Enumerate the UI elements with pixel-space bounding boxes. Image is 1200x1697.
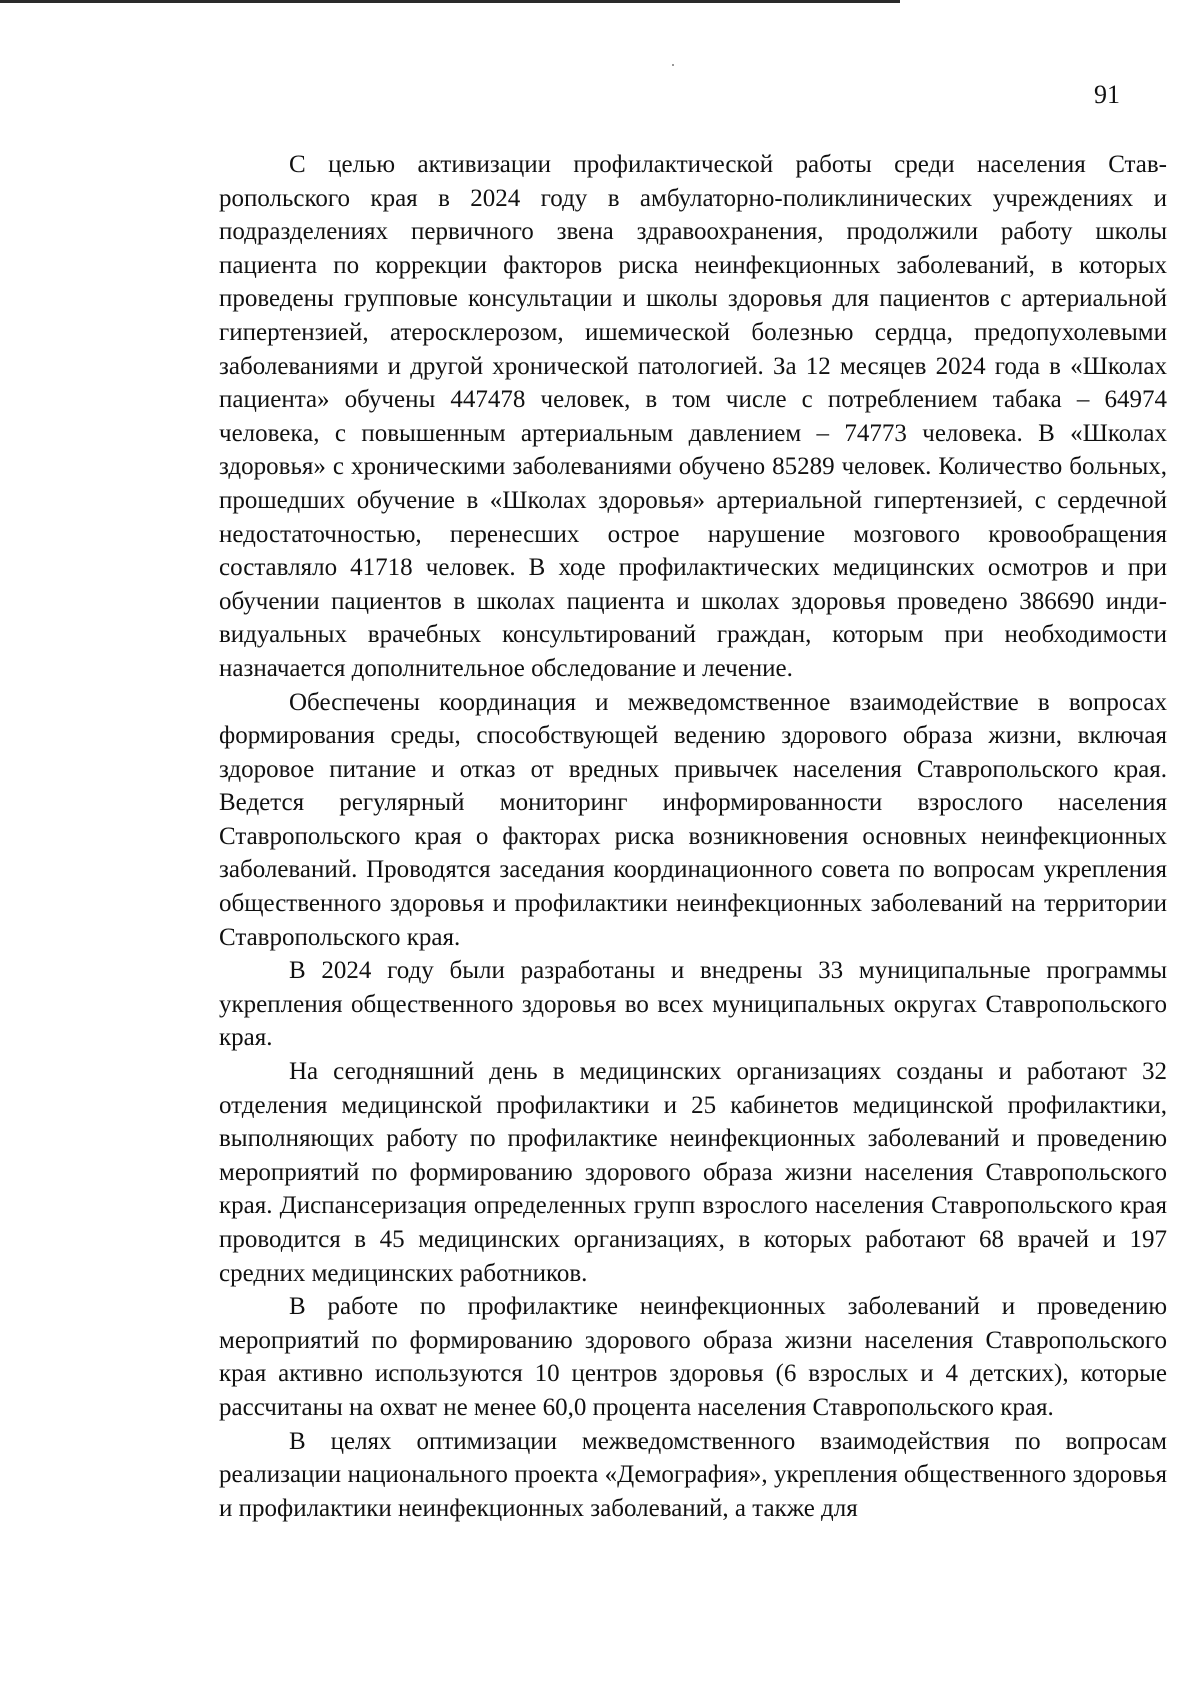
paragraph-demography-project: В целях оптимизации межведомственного взаимодействия по вопросам реализации национального проекта «Демография», укрепления общественного здоровья и профилактики неинфекционных заболеваний, а также для	[219, 1427, 1167, 1522]
document-body	[219, 148, 1167, 1525]
top-border-line	[0, 0, 900, 3]
scan-artifact-dot	[672, 64, 674, 66]
paragraph-health-centers: В работе по профилактике неинфекционных заболеваний и проведению мероприятий по формированию здорового образа жизни населения Ставропольского края активно используются 10 центров здоровья (6 взрослых и 4 детских), которые рассчитаны на охват не менее 60,0 процента населения Ставропольского края.	[219, 1293, 1167, 1421]
paragraph-municipal-programs: В 2024 году были разработаны и внедрены 33 муниципальные программы укрепления общественного здоровья во всех муниципальных округах Ставропольского края.	[219, 957, 1167, 1052]
page-number: 91	[1094, 80, 1120, 109]
paragraph-prevention-schools: С целью активизации профилактической работы среди населения Ставропольского края в 2024 году в амбулаторно-поликлинических учреждениях и подразделениях первичного звена здравоохранения, продолжили работу школы пациента по коррекции факторов риска неинфекционных заболеваний, в которых проведены групповые консультации и школы здоровья для пациентов с артериальной гипертензией, атеросклерозом, ишемической болезнью сердца, предопухолевыми заболеваниями и другой хронической патологией. За 12 месяцев 2024 года в «Школах пациента» обучены 447478 человек, в том числе с потреблением табака – 64974 человека, с повышенным артериальным давлением – 74773 человека. В «Школах здоровья» с хроническими заболеваниями обучено 85289 человек. Количество больных, прошедших обучение в «Школах здоровья» артериальной гипертензией, с сердечной недостаточностью, перенесших острое нарушение мозгового кровообращения составляло 41718 человек. В ходе профилактических медицинских осмотров и при обучении пациентов в школах пациента и школах здоровья проведено 386690 индивидуальных врачебных консультирований граждан, которым при необходимости назначается дополнительное обследование и лечение.	[219, 151, 1167, 682]
paragraph-interagency-coordination: Обеспечены координация и межведомственное взаимодействие в вопросах формирования среды, способствующей ведению здорового образа жизни, включая здоровое питание и отказ от вредных привычек населения Ставропольского края. Ведется регулярный мониторинг информированности взрослого населения Ставропольского края о факторах риска возникновения основных неинфекционных заболеваний. Проводятся заседания координационного совета по вопросам укрепления общественного здоровья и профилактики неинфекционных заболеваний на территории Ставропольского края.	[219, 688, 1167, 951]
paragraph-prevention-departments: На сегодняшний день в медицинских организациях созданы и работают 32 отделения медицинской профилактики и 25 кабинетов медицинской профилактики, выполняющих работу по профилактике неинфекционных заболеваний и проведению мероприятий по формированию здорового образа жизни населения Ставропольского края. Диспансеризация определенных групп взрослого населения Ставропольского края проводится в 45 медицинских организациях, в которых работают 68 врачей и 197 средних медицинских работников.	[219, 1058, 1167, 1287]
